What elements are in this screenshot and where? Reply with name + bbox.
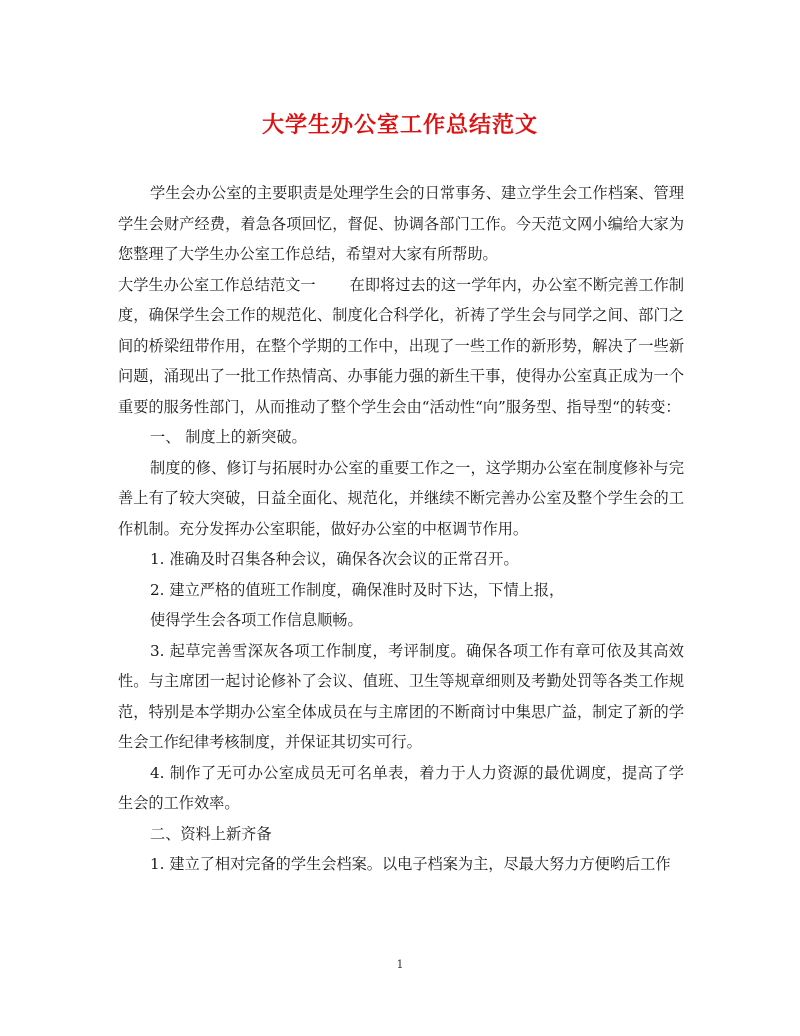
page-number: 1 bbox=[396, 958, 404, 971]
section-one-heading: 大学生办公室工作总结范文一 bbox=[118, 275, 316, 294]
section-one-text: 在即将过去的这一学年内，办公室不断完善工作制度，确保学生会工作的规范化、制度化合科学化，祈祷了学生会与同学之间、部门之间的桥梁纽带作用，在整个学期的工作中，出现了一些工作的新形势，解决了一些新问题，涌现出了一批工作热情高、办事能力强的新生干事，使得办公室真正成为一个重要的服务性部门，从而推动了整个学生会由“活动性“向”服务型、指导型“的转变： bbox=[118, 275, 685, 416]
document-body bbox=[118, 178, 684, 880]
list-item-archives: 1. 建立了相对完备的学生会档案。以电子档案为主，尽最大努力方便哟后工作 bbox=[150, 855, 671, 873]
list-item-duty-system-continued: 使得学生会各项工作信息顺畅。 bbox=[150, 611, 363, 629]
section-one-paragraph bbox=[118, 270, 684, 423]
document-title: 大学生办公室工作总结范文 bbox=[261, 112, 538, 138]
subheading-materials: 二、资料上新齐备 bbox=[150, 824, 272, 843]
list-item-meetings: 1. 准确及时召集各种会议，确保各次会议的正常召开。 bbox=[150, 550, 519, 568]
list-item-regulations: 3. 起草完善雪深灰各项工作制度，考评制度。确保各项工作有章可依及其高效性。与主席团一起讨论修补了会议、值班、卫生等规章细则及考勤处罚等各类工作规范，特别是本学期办公室全体成员在与主席团的不断商讨中集思广益，制定了新的学生会工作纪律考核制度，并保证其切实可行。 bbox=[118, 641, 684, 751]
list-item-roster: 4. 制作了无可办公室成员无可名单表，着力于人力资源的最优调度，提高了学生会的工作效率。 bbox=[118, 763, 684, 812]
intro-paragraph: 学生会办公室的主要职责是处理学生会的日常事务、建立学生会工作档案、管理学生会财产经费，着急各项回忆，督促、协调各部门工作。今天范文网小编给大家为您整理了大学生办公室工作总结，希望对大家有所帮助。 bbox=[118, 184, 684, 263]
list-item-duty-system: 2. 建立严格的值班工作制度，确保准时及时下达，下情上报， bbox=[150, 580, 565, 599]
institution-paragraph: 制度的修、修订与拓展时办公室的重要工作之一，这学期办公室在制度修补与完善上有了较大突破，日益全面化、规范化，并继续不断完善办公室及整个学生会的工作机制。充分发挥办公室职能，做好办公室的中枢调节作用。 bbox=[118, 458, 684, 538]
subheading-institutional-breakthrough: 一、 制度上的新突破。 bbox=[150, 428, 307, 446]
